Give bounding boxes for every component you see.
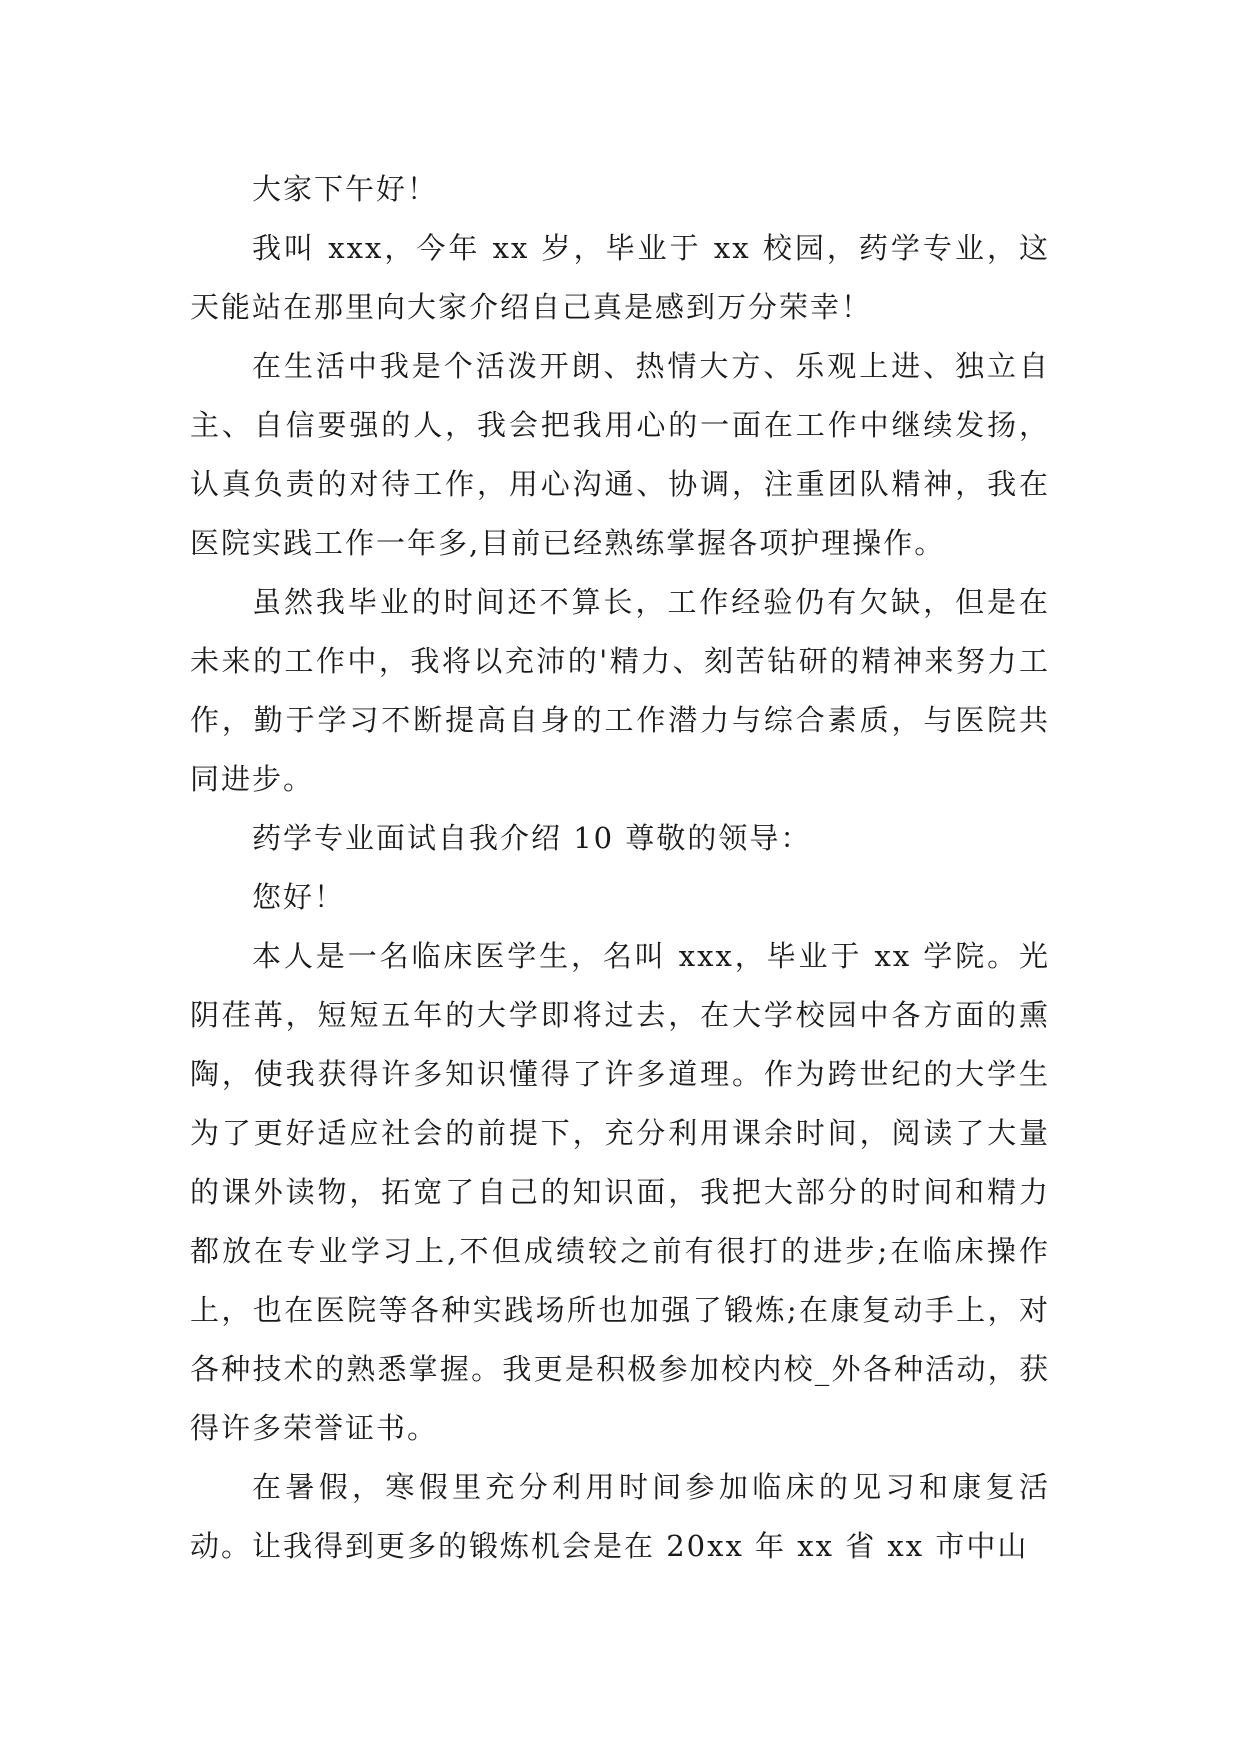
paragraph-introduction: 我叫 xxx，今年 xx 岁，毕业于 xx 校园，药学专业，这天能站在那里向大家介绍自己真是感到万分荣幸！: [190, 231, 1050, 324]
paragraph-personality: 在生活中我是个活泼开朗、热情大方、乐观上进、独立自主、自信要强的人，我会把我用心的一面在工作中继续发扬，认真负责的对待工作，用心沟通、协调，注重团队精神，我在医院实践工作一年多,目前已经熟练掌握各项护理操作。: [190, 349, 1050, 560]
paragraph-salutation: 您好！: [252, 880, 346, 914]
paragraph-future-work: 虽然我毕业的时间还不算长，工作经验仍有欠缺，但是在未来的工作中，我将以充沛的'精力、刻苦钻研的精神来努力工作，勤于学习不断提高自身的工作潜力与综合素质，与医院共同进步。: [190, 585, 1050, 796]
document-body: [190, 160, 1050, 1576]
paragraph-section-heading: 药学专业面试自我介绍 10 尊敬的领导：: [252, 821, 812, 855]
paragraph-practice: 在暑假，寒假里充分利用时间参加临床的见习和康复活动。让我得到更多的锻炼机会是在 20xx 年 xx 省 xx 市中山: [190, 1470, 1050, 1563]
paragraph-greeting: 大家下午好！: [252, 172, 439, 206]
paragraph-education: 本人是一名临床医学生，名叫 xxx，毕业于 xx 学院。光阴荏苒，短短五年的大学即将过去，在大学校园中各方面的熏陶，使我获得许多知识懂得了许多道理。作为跨世纪的大学生为了更好适应社会的前提下，充分利用课余时间，阅读了大量的课外读物，拓宽了自己的知识面，我把大部分的时间和精力都放在专业学习上,不但成绩较之前有很打的进步;在临床操作上，也在医院等各种实践场所也加强了锻炼;在康复动手上，对各种技术的熟悉掌握。我更是积极参加校内校_外各种活动，获得许多荣誉证书。: [190, 939, 1050, 1445]
